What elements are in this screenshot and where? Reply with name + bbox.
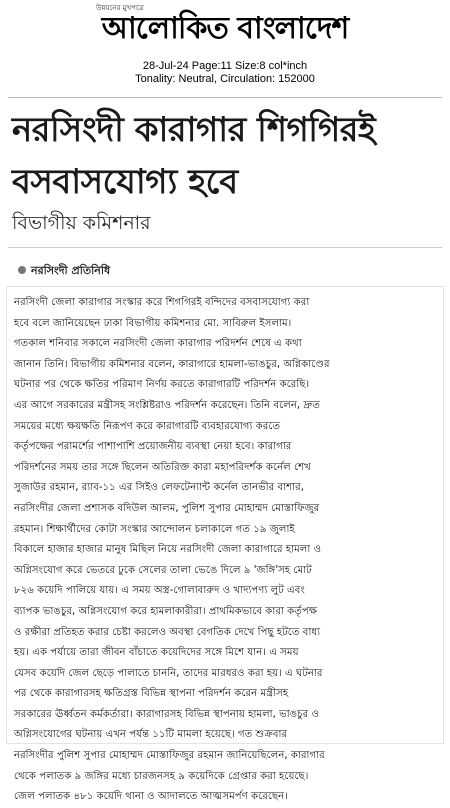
article-line: যেসব কয়েদি জেল ছেড়ে পালাতে চাননি, তাদের মারধরও করা হয়। এ ঘটনার [14, 667, 323, 679]
masthead-tagline: উন্নয়নের মুখপত্রে [96, 4, 144, 12]
byline [18, 262, 110, 278]
article-line: সুজাউর রহমান, র‍্যাব-১১ এর সিইও লেফটেন্যান্ট কর্নেল তানভীর বাশার, [14, 482, 304, 494]
article-line: জানান তিনি। বিভাগীয় কমিশনার বলেন, কারাগারে হামলা-ভাঙচুর, অগ্নিকাণ্ডের [14, 358, 330, 370]
masthead [0, 0, 450, 56]
article-line: হয়। এক পর্যায়ে তারা জীবন বাঁচাতে কয়েদিদের সঙ্গে মিশে যান। এ সময় [14, 647, 299, 659]
article-line: ব্যাপক ভাঙচুর, অগ্নিসংযোগ করে হামলাকারীরা। প্রাথমিকভাবে কারা কর্তৃপক্ষ [14, 605, 318, 617]
article-line: জেল পলাতক ৪৮১ কয়েদি থানা ও আদালতে আত্মসমর্পণ করেছেন। [14, 791, 288, 803]
headline-line-2: বসবাসযোগ্য হবে [12, 162, 238, 202]
article-line: ৮২৬ কয়েদি পালিয়ে যায়। এ সময় অস্ত্র-গোলাবারুদ ও খাদ্যপণ্য লুট এবং [14, 585, 305, 597]
divider [8, 97, 442, 98]
article-line: হবে বলে জানিয়েছেন ঢাকা বিভাগীয় কমিশনার মো. সাবিরুল ইসলাম। [14, 317, 292, 329]
headline-line-1: নরসিংদী কারাগার শিগগিরই [12, 110, 376, 150]
article-line: পর থেকে কারাগারসহ ক্ষতিগ্রস্ত বিভিন্ন স্থাপনা পরিদর্শন করেন মন্ত্রীসহ [14, 688, 289, 700]
article-line: থেকে পলাতক ৯ জঙ্গির মধ্যে চারজনসহ ৯ কয়েদিকে গ্রেপ্তার করা হয়েছে। [14, 770, 309, 782]
clipping-meta [0, 60, 450, 86]
article-line: ও রক্ষীরা প্রতিহত করার চেষ্টা করলেও অবস্থা বেগতিক দেখে পিছু হটতে বাধ্য [14, 626, 321, 638]
article-body [14, 293, 436, 808]
clipping-tonality-circulation: Tonality: Neutral, Circulation: 152000 [135, 73, 315, 85]
bullet-icon [18, 266, 26, 274]
clipping-date-page-size: 28-Jul-24 Page:11 Size:8 col*inch [142, 60, 308, 72]
article-line: কর্তৃপক্ষের পরামর্শের পাশাপাশি প্রয়োজনীয় ব্যবস্থা নেয়া হবে। কারাগার [14, 441, 292, 453]
article-line: ঘটনার পর থেকে ক্ষতির পরিমাণ নির্ণয় করতে কারাগারটি পরিদর্শন করেছি। [14, 379, 310, 391]
article-line: গতকাল শনিবার সকালে নরসিংদী জেলা কারাগার পরিদর্শন শেষে এ কথা [14, 338, 302, 350]
article-line: পরিদর্শনের সময় তার সঙ্গে ছিলেন অতিরিক্ত কারা মহাপরিদর্শক কর্নেল শেখ [14, 461, 311, 473]
article-line: নরসিংদীর জেলা প্রশাসক বদিউল আলম, পুলিশ সুপার মোহাম্মদ মোস্তাফিজুর [14, 502, 320, 514]
byline-text: নরসিংদী প্রতিনিধি [31, 264, 111, 277]
article-line: অগ্নিসংযোগ করে ভেতরে ঢুকে সেলের তালা ভেঙে দিলে ৯ 'জঙ্গি'সহ মোট [14, 564, 312, 576]
article-line: এর আগে সরকারের মন্ত্রীসহ সংশ্লিষ্টরাও পরিদর্শন করেছেন। তিনি বলেন, দ্রুত [14, 399, 320, 411]
article-line: অগ্নিসংযোগের ঘটনায় এখন পর্যন্ত ১১টি মামলা হয়েছে। গত শুক্রবার [14, 729, 288, 741]
article-line: বিকালে হাজার হাজার মানুষ মিছিল নিয়ে নরসিংদী জেলা কারাগারে হামলা ও [14, 544, 322, 556]
newspaper-logo: আলোকিত বাংলাদেশ [101, 11, 349, 46]
divider [8, 247, 442, 248]
headline [12, 104, 442, 208]
article-line: নরসিংদী জেলা কারাগার সংস্কার করে শিগগিরই বন্দিদের বসবাসযোগ্য করা [14, 297, 310, 308]
article-line: সময়ের মধ্যে ক্ষয়ক্ষতি নিরূপণ করে কারাগারটি ব্যবহারযোগ্য করতে [14, 420, 281, 432]
article-line: রহমান। শিক্ষার্থীদের কোটা সংস্কার আন্দোলন চলাকালে গত ১৯ জুলাই [14, 523, 295, 535]
article-line: সরকারের ঊর্ধ্বতন কর্মকর্তারা। কারাগারসহ বিভিন্ন স্থাপনায় হামলা, ভাঙচুর ও [14, 708, 319, 720]
article-line: নরসিংদীর পুলিশ সুপার মোহাম্মদ মোস্তাফিজুর রহমান জানিয়েছিলেন, কারাগার [14, 750, 325, 762]
subheadline: বিভাগীয় কমিশনার [12, 212, 151, 234]
